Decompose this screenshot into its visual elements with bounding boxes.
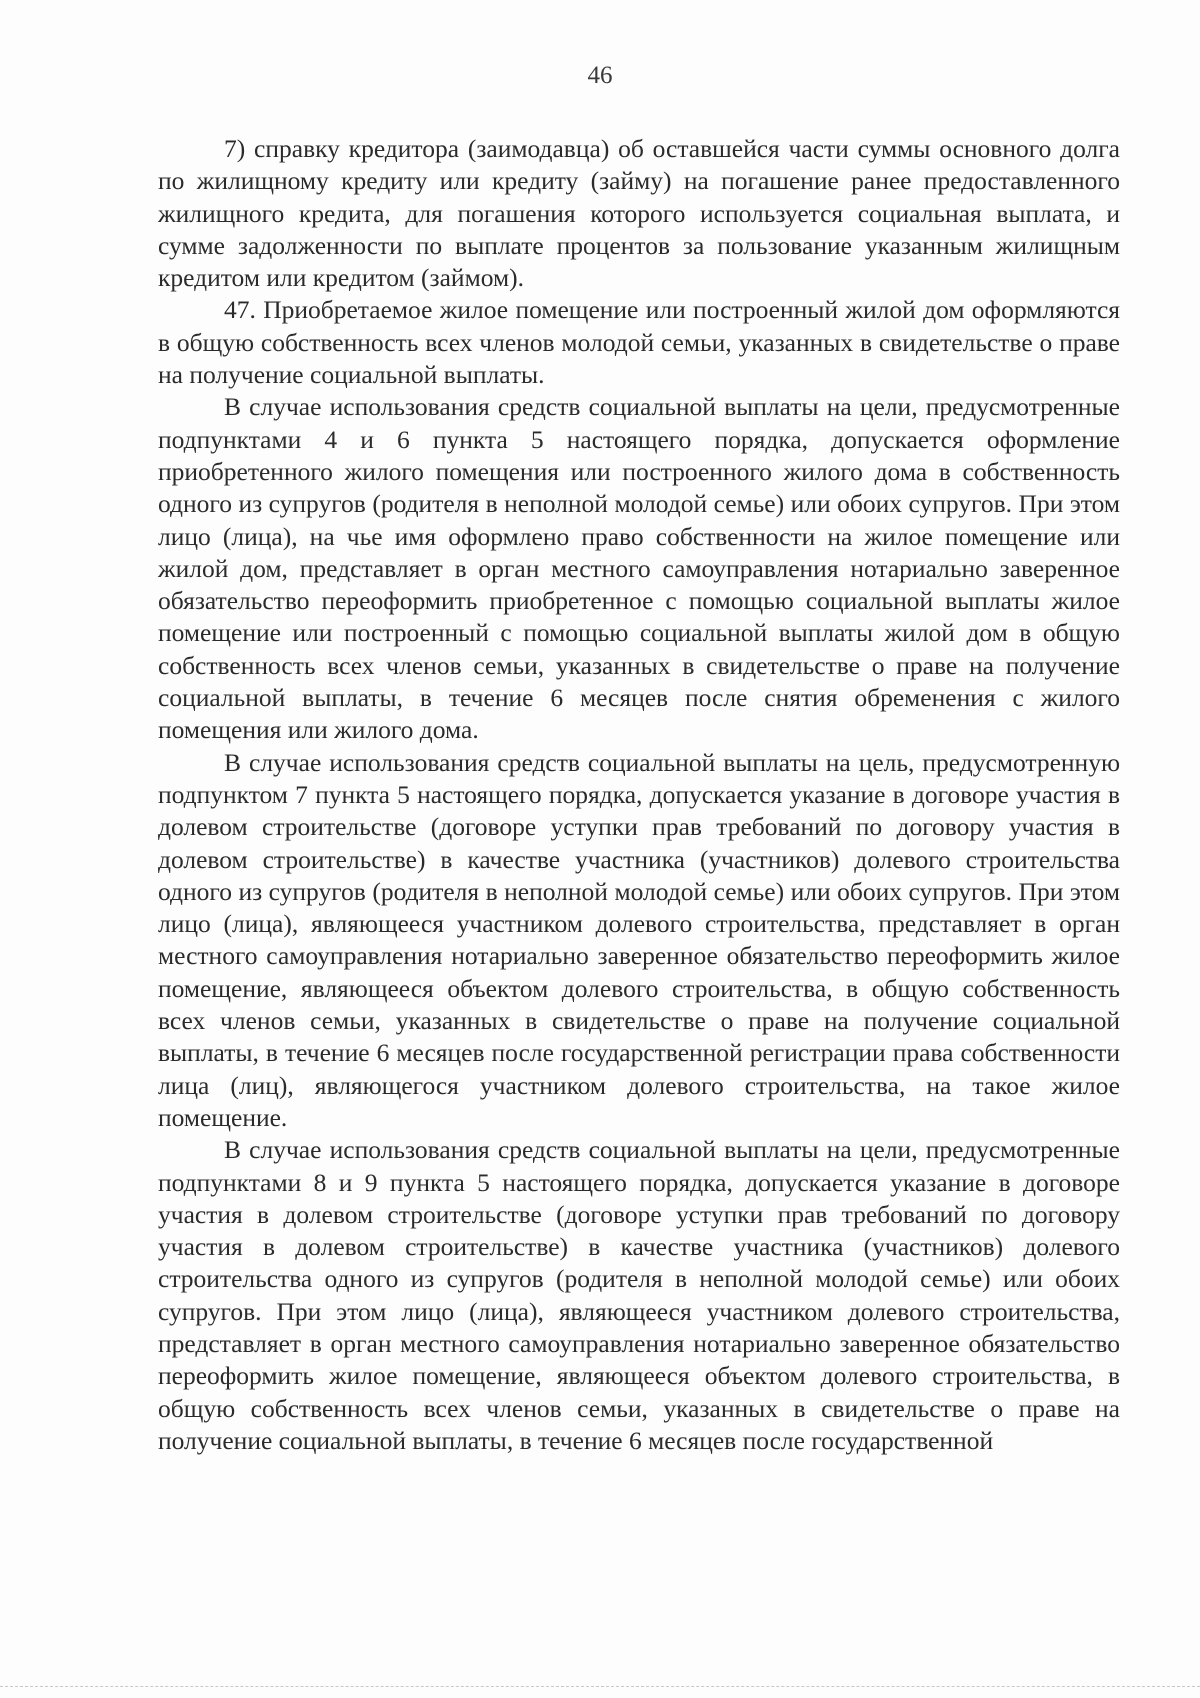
page-bottom-edge	[0, 1686, 1200, 1687]
paragraph-subpoint-7: В случае использования средств социальной выплаты на цель, предусмотренную подпунктом 7 пункта 5 настоящего порядка, допускается указание в договоре участия в долевом строительстве (договоре уступки прав требований по договору участия в долевом строительстве) в качестве участника (участников) долевого строительства одного из супругов (родителя в неполной молодой семье) или обоих супругов. При этом лицо (лица), являющееся участником долевого строительства, представляет в орган местного самоуправления нотариально заверенное обязательство переоформить жилое помещение, являющееся объектом долевого строительства, в общую собственность всех членов семьи, указанных в свидетельстве о праве на получение социальной выплаты, в течение 6 месяцев после государственной регистрации права собственности лица (лиц), являющегося участником долевого строительства, на такое жилое помещение.	[158, 747, 1120, 1132]
page-number: 46	[587, 62, 613, 89]
paragraph-item-7: 7) справку кредитора (заимодавца) об оставшейся части суммы основного долга по жилищному кредиту или кредиту (займу) на погашение ранее предоставленного жилищного кредита, для погашения которого используется социальная выплата, и сумме задолженности по выплате процентов за пользование указанным жилищным кредитом или кредитом (займом).	[158, 134, 1120, 293]
paragraph-subpoints-4-6: В случае использования средств социальной выплаты на цели, предусмотренные подпунктами 4 и 6 пункта 5 настоящего порядка, допускается оформление приобретенного жилого помещения или построенного жилого дома в собственность одного из супругов (родителя в неполной молодой семье) или обоих супругов. При этом лицо (лица), на чье имя оформлено право собственности на жилое помещение или жилой дом, представляет в орган местного самоуправления нотариально заверенное обязательство переоформить приобретенное с помощью социальной выплаты жилое помещение или построенный с помощью социальной выплаты жилой дом в общую собственность всех членов семьи, указанных в свидетельстве о праве на получение социальной выплаты, в течение 6 месяцев после снятия обременения с жилого помещения или жилого дома.	[158, 392, 1120, 745]
paragraph-clause-47: 47. Приобретаемое жилое помещение или построенный жилой дом оформляются в общую собственность всех членов молодой семьи, указанных в свидетельстве о праве на получение социальной выплаты.	[158, 295, 1120, 390]
paragraph-subpoints-8-9: В случае использования средств социальной выплаты на цели, предусмотренные подпунктами 8 и 9 пункта 5 настоящего порядка, допускается указание в договоре участия в долевом строительстве (договоре уступки прав требований по договору участия в долевом строительстве) в качестве участника (участников) долевого строительства одного из супругов (родителя в неполной молодой семье) или обоих супругов. При этом лицо (лица), являющееся участником долевого строительства, представляет в орган местного самоуправления нотариально заверенное обязательство переоформить жилое помещение, являющееся объектом долевого строительства, в общую собственность всех членов семьи, указанных в свидетельстве о праве на получение социальной выплаты, в течение 6 месяцев после государственной	[158, 1135, 1120, 1455]
document-body	[158, 133, 1120, 1457]
